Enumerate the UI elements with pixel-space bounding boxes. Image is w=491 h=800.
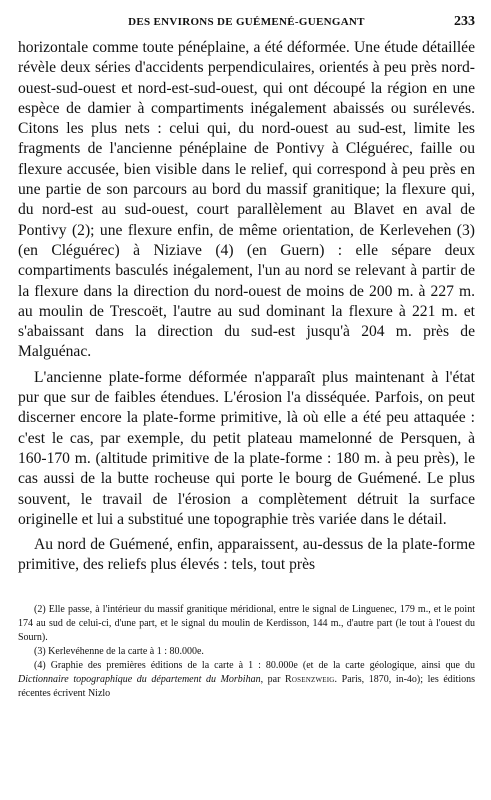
page-number: 233 bbox=[454, 14, 475, 29]
footnote-4-book-title: Dictionnaire topographique du département du Morbihan bbox=[18, 673, 261, 685]
footnote-2: (2) Elle passe, à l'intérieur du massif granitique méridional, entre le signal de Linguenec, 179 m., et le point 174 au sud de celui-ci, d'une part, et le signal du moulin de Kerdisson, 144 m., d'autre part (le tout à l'ouest du Sourn). bbox=[18, 603, 475, 643]
page-header bbox=[18, 14, 475, 34]
paragraph-1: horizontale comme toute pénéplaine, a été déformée. Une étude détaillée révèle deux séries d'accidents perpendiculaires, orientés à peu près nord-ouest-sud-ouest et nord-est-sud-ouest, qui ont découpé la région en une espèce de damier à compartiments inégalement abaissés ou surélevés. Citons les plus nets : celui qui, du nord-ouest au sud-est, limite les fragments de l'ancienne pénéplaine de Pontivy à Cléguérec, faille ou flexure accusée, bien visible dans le relief, qui correspond à peu près en une partie de son parcours au bord du massif granitique; la flexure qui, du nord-est au sud-ouest, court parallèlement au Blavet en aval de Pontivy (2); une flexure enfin, de même orientation, de Kerlevehen (3) (en Cléguérec) à Niziave (4) (en Guern) : elle sépare deux compartiments basculés inégalement, l'un au nord se relevant à partir de la flexure dans la direction du nord-ouest de moins de 200 m. à 227 m. au moulin de Trescoët, l'autre au sud dominant la flexure à 221 m. et s'abaissant dans la direction du sud-est jusqu'à 204 m. près de Malguénac. bbox=[18, 39, 475, 361]
running-title: DES ENVIRONS DE GUÉMENÉ-GUENGANT bbox=[128, 16, 365, 28]
footnote-4-author: Rosenzweig bbox=[285, 673, 335, 685]
footnote-4-text-end: . Paris, 1870, in-4o); les éditions récentes écrivent Nizlo bbox=[18, 673, 475, 699]
footnote-4-text-mid: , par bbox=[260, 673, 286, 685]
paragraph-3: Au nord de Guémené, enfin, apparaissent, au-dessus de la plate-forme primitive, des reliefs plus élevés : tels, tout près bbox=[18, 536, 475, 574]
paragraph-2: L'ancienne plate-forme déformée n'apparaît plus maintenant à l'état pur que sur de faibles étendues. L'érosion l'a disséquée. Parfois, on peut discerner encore la plate-forme primitive, là où elle a été peu attaquée : c'est le cas, par exemple, du petit plateau mamelonné de Persquen, à 160-170 m. (altitude primitive de la plate-forme : 180 m. à peu près), le cas aussi de la butte rocheuse qui porte le bourg de Guémené. Le plus souvent, le travail de l'érosion a complètement détruit la surface originelle et lui a substitué une topographie très variée dans le détail. bbox=[18, 368, 475, 528]
footnote-3: (3) Kerlevéhenne de la carte à 1 : 80.000e. bbox=[34, 645, 204, 657]
footnote-4-text-start: (4) Graphie des premières éditions de la carte à 1 : 80.000e (et de la carte géologique, ainsi que du bbox=[34, 659, 475, 671]
footnote-4 bbox=[18, 659, 475, 701]
footnotes bbox=[18, 603, 475, 701]
main-text bbox=[18, 38, 475, 576]
